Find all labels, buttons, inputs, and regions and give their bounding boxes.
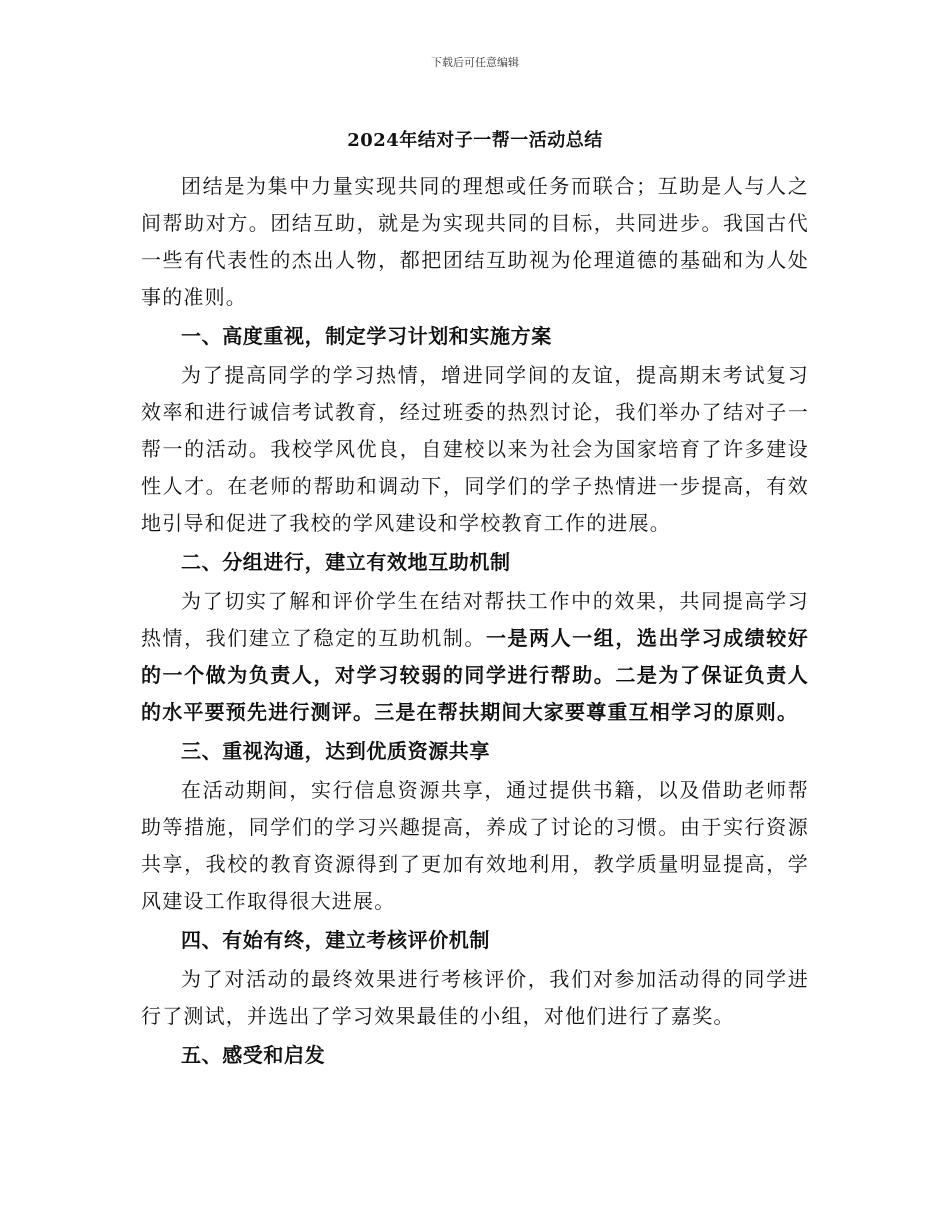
section-2-body-plain: 为了切实了解和评价学生在结对帮扶工作中的效果，共同提高学习热情，我们建立了稳定的互助机制。	[141, 589, 809, 650]
section-2-heading: 二、分组进行，建立有效地互助机制	[181, 550, 511, 574]
section-4-body: 为了对活动的最终效果进行考核评价，我们对参加活动得的同学进行了测试，并选出了学习效果最佳的小组，对他们进行了嘉奖。	[141, 967, 809, 1028]
section-1-body: 为了提高同学的学习热情，增进同学间的友谊，提高期末考试复习效率和进行诚信考试教育，经过班委的热烈讨论，我们举办了结对子一帮一的活动。我校学风优良，自建校以来为社会为国家培育了许多建设性人才。在老师的帮助和调动下，同学们的学子热情进一步提高，有效地引导和促进了我校的学风建设和学校教育工作的进展。	[141, 363, 809, 535]
section-3-body: 在活动期间，实行信息资源共享，通过提供书籍，以及借助老师帮助等措施，同学们的学习兴趣提高，养成了讨论的习惯。由于实行资源共享，我校的教育资源得到了更加有效地利用，教学质量明显提高，学风建设工作取得很大进展。	[141, 778, 809, 913]
section-2-body	[141, 583, 809, 731]
section-1-heading: 一、高度重视，制定学习计划和实施方案	[181, 324, 552, 348]
document-body	[141, 168, 809, 1076]
section-3-heading: 三、重视沟通，达到优质资源共享	[181, 739, 490, 763]
section-5-heading: 五、感受和启发	[181, 1043, 326, 1067]
section-2-body-bold: 一是两人一组，选出学习成绩较好的一个做为负责人，对学习较弱的同学进行帮助。二是为了保证负责人的水平要预先进行测评。三是在帮扶期间大家要尊重互相学习的原则。	[141, 626, 810, 724]
page-header: 下载后可任意编辑	[431, 56, 519, 69]
intro-paragraph: 团结是为集中力量实现共同的理想或任务而联合；互助是人与人之间帮助对方。团结互助，就是为实现共同的目标，共同进步。我国古代一些有代表性的杰出人物，都把团结互助视为伦理道德的基础和为人处事的准则。	[141, 174, 809, 309]
section-4-heading: 四、有始有终，建立考核评价机制	[181, 928, 490, 952]
document-title: 2024年结对子一帮一活动总结	[347, 130, 603, 151]
